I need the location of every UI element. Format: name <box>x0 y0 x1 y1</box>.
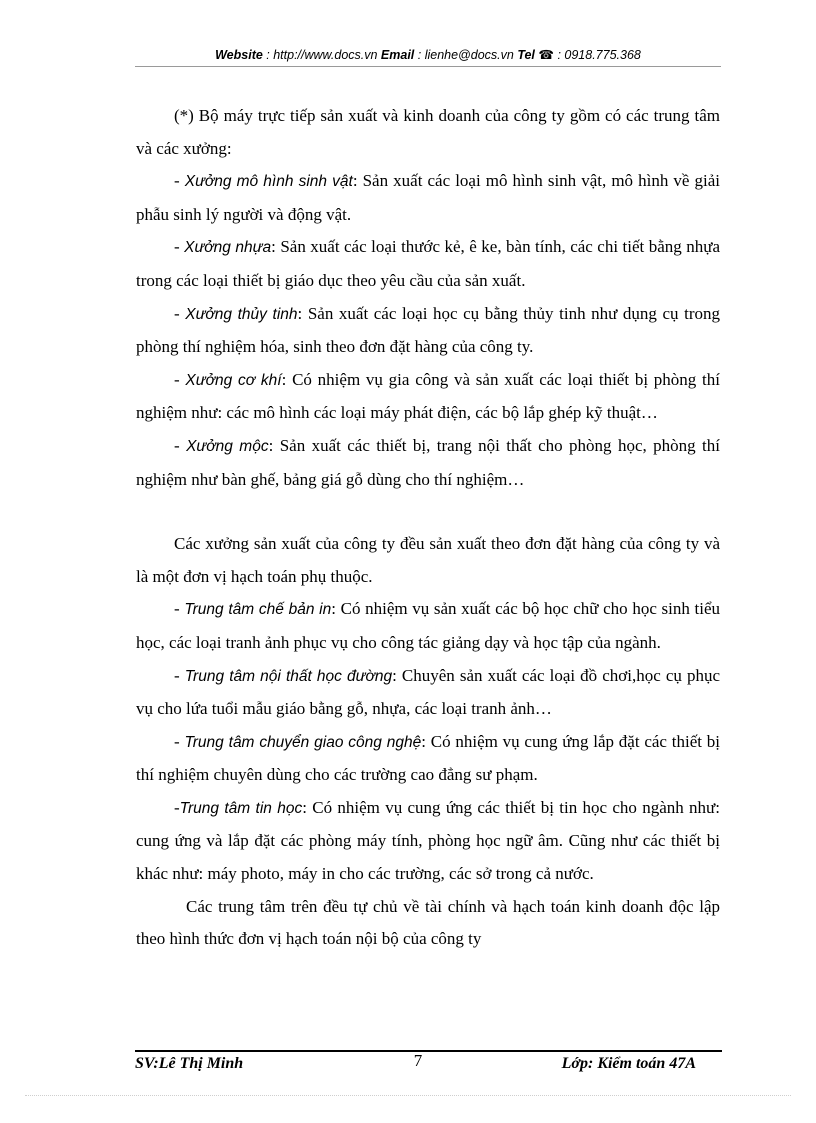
paragraph-summary: Các xưởng sản xuất của công ty đều sản xuất theo đơn đặt hàng của công ty và là một đơn vị hạch toán phụ thuộc. <box>136 534 720 586</box>
paragraph-item: -Trung tâm tin học: Có nhiệm vụ cung ứng các thiết bị tin học cho ngành như: cung ứng và lắp đặt các phòng máy tính, phòng học ngữ âm. Cũng như các thiết bị khác như: máy photo, máy in cho các trường, các sở trong cả nước. <box>136 797 720 884</box>
phone-number: : 0918.775.368 <box>553 48 641 62</box>
term: Trung tâm chế bản in <box>184 601 332 619</box>
page-bottom-dotted-line <box>25 1095 791 1096</box>
paragraph-conclusion: Các trung tâm trên đều tự chủ về tài chính và hạch toán kinh doanh độc lập theo hình thức đơn vị hạch toán nội bộ của công ty <box>136 896 720 949</box>
website-label: Website <box>215 48 263 62</box>
paragraph-item: - Xưởng thủy tinh: Sản xuất các loại học cụ bằng thủy tinh như dụng cụ trong phòng thí nghiệm hóa, sinh theo đơn đặt hàng của công ty. <box>136 303 720 357</box>
header-divider <box>135 66 721 67</box>
page-header <box>135 47 721 62</box>
class-name: Lớp: Kiểm toán 47A <box>561 1055 696 1072</box>
paragraph-item: - Xưởng cơ khí: Có nhiệm vụ gia công và sản xuất các loại thiết bị phòng thí nghiệm như: các mô hình các loại máy phát điện, các bộ lắp ghép kỹ thuật… <box>136 369 720 423</box>
term: Trung tâm tin học <box>179 799 303 817</box>
tel-label: Tel <box>517 48 535 62</box>
paragraph-item: - Xưởng mô hình sinh vật: Sản xuất các loại mô hình sinh vật, mô hình về giải phẫu sinh lý người và động vật. <box>136 171 720 224</box>
term: Trung tâm chuyển giao công nghệ <box>184 733 422 751</box>
paragraph-item: - Trung tâm chế bản in: Có nhiệm vụ sản xuất các bộ học chữ cho học sinh tiểu học, các loại tranh ảnh phục vụ cho công tác giảng dạy và học tập của ngành. <box>136 599 720 652</box>
term: Xưởng mộc <box>186 437 269 455</box>
term: Trung tâm nội thất học đường <box>184 667 393 685</box>
email-address: : lienhe@docs.vn <box>414 48 518 62</box>
paragraph-item: - Trung tâm nội thất học đường: Chuyên sản xuất các loại đồ chơi,học cụ phục vụ cho lứa tuổi mẫu giáo bằng gỗ, nhựa, các loại tranh ảnh… <box>136 665 721 719</box>
term: Xưởng mô hình sinh vật <box>184 173 353 191</box>
page-number: 7 <box>413 1051 423 1070</box>
email-label: Email <box>380 48 415 62</box>
website-url: : http://www.docs.vn <box>262 48 381 62</box>
paragraph-item: - Xưởng mộc: Sản xuất các thiết bị, trang nội thất cho phòng học, phòng thí nghiệm như bàn ghế, bảng giá gỗ dùng cho thí nghiệm… <box>136 435 720 489</box>
paragraph-item: - Xưởng nhựa: Sản xuất các loại thước kẻ, ê ke, bàn tính, các chi tiết bằng nhựa trong các loại thiết bị giáo dục theo yêu cầu của sản xuất. <box>136 237 720 290</box>
term: Xưởng cơ khí <box>185 371 282 389</box>
phone-icon: ☎ <box>538 48 554 62</box>
paragraph-intro: (*) Bộ máy trực tiếp sản xuất và kinh doanh của công ty gồm có các trung tâm và các xưởng: <box>136 106 720 158</box>
paragraph-item: - Trung tâm chuyển giao công nghệ: Có nhiệm vụ cung ứng lắp đặt các thiết bị thí nghiệm chuyên dùng cho các trường cao đẳng sư phạm. <box>136 731 720 785</box>
term: Xưởng thủy tinh <box>185 305 298 323</box>
body-text <box>136 100 720 956</box>
student-name: SV:Lê Thị Minh <box>135 1055 244 1072</box>
term: Xưởng nhựa <box>184 239 272 257</box>
